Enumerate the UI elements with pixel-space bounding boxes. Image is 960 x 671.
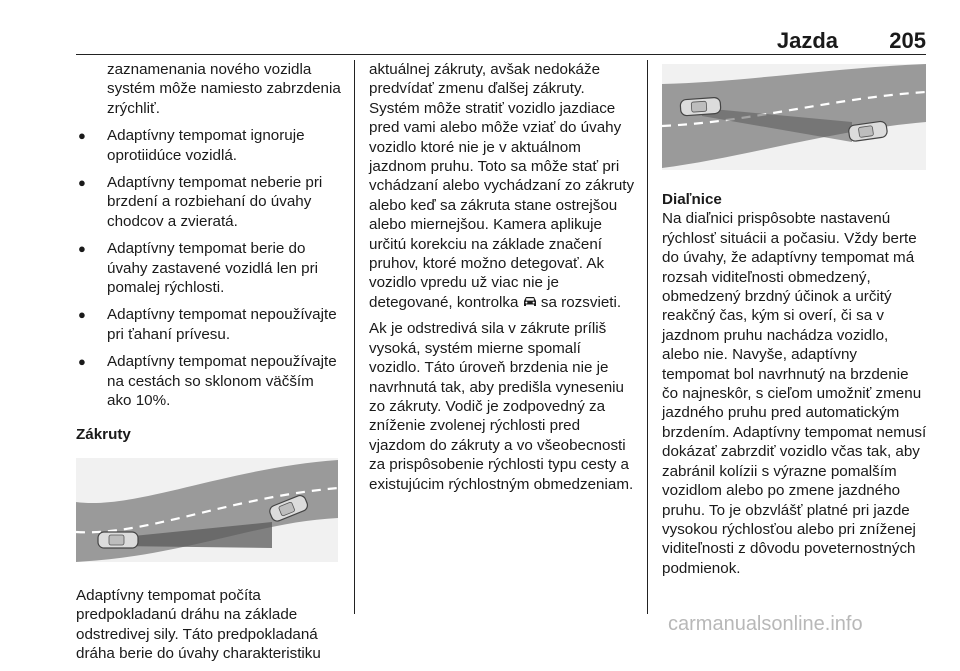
section-title: Jazda xyxy=(776,28,838,53)
bullet-continuation: zaznamenania nového vozidla systém môže namiesto zabrzdenia zrýchliť. xyxy=(107,61,341,117)
highway-illustration xyxy=(662,64,926,170)
heading-highways: Diaľnice xyxy=(662,191,722,208)
paragraph: Na diaľnici prispôsobte nastavenú rýchlosť situácii a počasiu. Vždy berte do úvahy, že adaptívny tempomat má rozsah viditeľnosti obmedzený, obmedzený brzdný účinok a určitý reakčný čas, kým si overí, či sa v jazdnom pruhu nachádza vozidlo, alebo nie. Navyše, adaptívny tempomat bol navrhnutý na brzdenie čo najneskôr, s cieľom umožniť zmenu jazdného pruhu pred automatickým brzdením. Adaptívny tempomat nemusí dokázať zabrzdiť vozidlo včas tak, aby zabránil kolízii s výrazne pomalším vozidlom alebo po zmene jazdného pruhu. To je obzvlášť platné pri jazde vysokou rýchlosťou alebo pri zníženej viditeľnosti z dôvodu poveternostných podmienok. xyxy=(662,210,927,577)
column-3 xyxy=(662,60,928,585)
bullet-list xyxy=(76,126,342,410)
paragraph: Ak je odstredivá sila v zákrute príliš vysoká, systém mierne spomalí vozidlo. Táto úroveň brzdenia nie je navrhnutá tak, aby predišla vyneseniu zo zákruty. Vodič je zodpovedný za zníženie zvolenej rýchlosti pred vjazdom do zákruty a vo všeobecnosti za prispôsobenie rýchlosti typu cesty a existujúcim rýchlostným obmedzeniam. xyxy=(369,320,634,493)
curves-text-start: Adaptívny tempomat počíta predpokladanú dráhu na základe odstredivej sily. Táto predpokladaná dráha berie do úvahy charakteristiku xyxy=(76,586,321,663)
curve-illustration xyxy=(76,458,338,562)
page-header xyxy=(76,22,926,52)
list-item: ● Adaptívny tempomat ignoruje oprotiidúce vozidlá. xyxy=(76,126,342,165)
column-2 xyxy=(369,60,635,501)
curves-text-cont-2: sa rozsvieti. xyxy=(540,293,622,311)
list-item: ● Adaptívny tempomat berie do úvahy zastavené vozidlá len pri pomalej rýchlosti. xyxy=(76,239,342,297)
column-divider-1 xyxy=(354,60,355,614)
list-item: ● Adaptívny tempomat nepoužívajte pri ťahaní prívesu. xyxy=(76,305,342,344)
column-divider-2 xyxy=(647,60,648,614)
list-item: ● Adaptívny tempomat neberie pri brzdení a rozbiehaní do úvahy chodcov a zvieratá. xyxy=(76,173,342,231)
watermark: carmanualsonline.info xyxy=(668,613,863,635)
page-number: 205 xyxy=(889,28,926,53)
heading-curves: Zákruty xyxy=(76,425,131,443)
curves-text-cont: aktuálnej zákruty, avšak nedokáže predvídať zmenu ďalšej zákruty. Systém môže stratiť vozidlo jazdiace pred vami alebo môže vziať do úvahy vozidlo ktoré nie je v aktuálnom jazdnom pruhu. Toto sa môže stať pri vchádzaní alebo vychádzaní zo zákruty alebo keď sa zákruta stane ostrejšou alebo miernejšou. Kamera aplikuje určitú korekciu na základe značení pruhov, ktoré možno detegovať. Ak vozidlo vpredu už viac nie je detegované, kontrolka xyxy=(369,61,635,311)
column-1 xyxy=(76,60,342,671)
paragraph xyxy=(369,60,635,312)
car-front-icon xyxy=(523,296,537,308)
list-item: ● Adaptívny tempomat nepoužívajte na cestách so sklonom väčším ako 10%. xyxy=(76,352,342,410)
header-rule xyxy=(76,54,926,55)
